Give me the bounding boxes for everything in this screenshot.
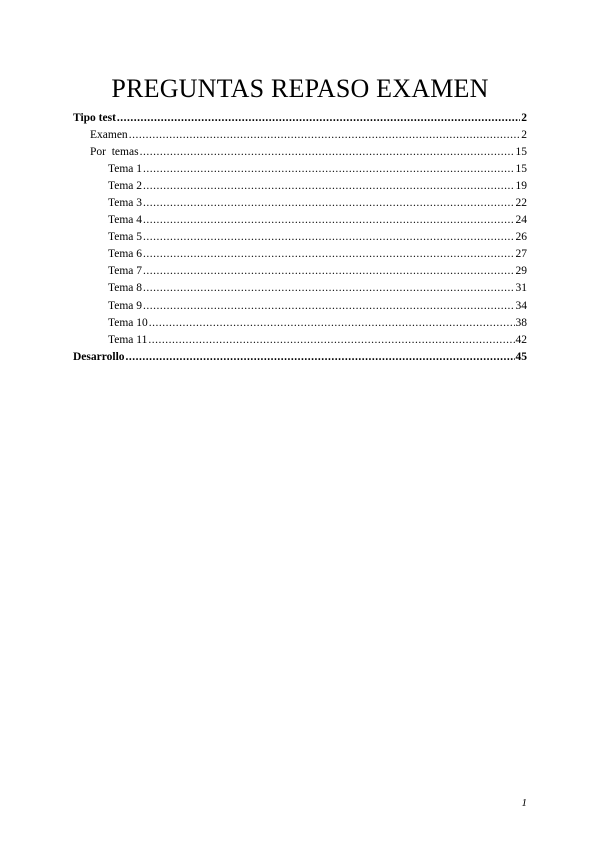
toc-entry-label: Desarrollo <box>73 350 125 363</box>
toc-entry-page: 15 <box>515 163 527 176</box>
toc-leader-dots <box>129 127 521 144</box>
toc-leader-dots <box>143 161 514 178</box>
toc-entry-label: Por temas <box>90 146 139 159</box>
toc-entry-examen[interactable] <box>73 127 527 144</box>
toc-entry-page: 45 <box>515 350 527 363</box>
toc-entry-tema-9[interactable] <box>73 298 527 315</box>
toc-entry-label: Tipo test <box>73 112 116 124</box>
toc-entry-label: Tema 2 <box>108 180 143 193</box>
toc-entry-page: 34 <box>515 299 527 312</box>
toc-entry-tema-10[interactable] <box>73 315 527 332</box>
toc-entry-page: 26 <box>515 231 527 244</box>
toc-entry-label: Tema 6 <box>108 248 143 261</box>
toc-entry-label: Tema 9 <box>108 299 143 312</box>
toc-entry-label: Tema 8 <box>108 282 143 295</box>
toc-leader-dots <box>143 280 514 297</box>
toc-entry-page: 29 <box>515 265 527 278</box>
toc-entry-page: 38 <box>515 316 527 329</box>
toc-leader-dots <box>143 229 514 246</box>
toc-entry-label: Tema 1 <box>108 163 143 176</box>
toc-leader-dots <box>143 298 514 315</box>
toc-entry-page: 19 <box>515 180 527 193</box>
toc-entry-label: Examen <box>90 129 128 142</box>
toc-entry-tema-11[interactable] <box>73 332 527 349</box>
toc-entry-tipo-test[interactable] <box>73 110 527 127</box>
toc-leader-dots <box>140 144 515 161</box>
toc-leader-dots <box>148 332 514 349</box>
toc-entry-page: 31 <box>515 282 527 295</box>
document-title: PREGUNTAS REPASO EXAMEN <box>111 74 489 103</box>
toc-entry-por-temas[interactable] <box>73 144 527 161</box>
toc-entry-tema-1[interactable] <box>73 161 527 178</box>
toc-entry-page: 2 <box>521 129 527 142</box>
toc-leader-dots <box>143 263 514 280</box>
toc-entry-label: Tema 5 <box>108 231 143 244</box>
toc-entry-tema-8[interactable] <box>73 280 527 297</box>
toc-entry-page: 2 <box>521 112 527 124</box>
toc-leader-dots <box>143 195 514 212</box>
toc-leader-dots <box>143 212 514 229</box>
toc-leader-dots <box>117 110 520 127</box>
toc-entry-tema-6[interactable] <box>73 246 527 263</box>
table-of-contents <box>73 110 527 366</box>
toc-entry-tema-5[interactable] <box>73 229 527 246</box>
toc-leader-dots <box>143 246 514 263</box>
toc-leader-dots <box>149 315 515 332</box>
toc-entry-label: Tema 4 <box>108 214 143 227</box>
toc-leader-dots <box>126 349 515 366</box>
toc-leader-dots <box>143 178 514 195</box>
toc-entry-page: 15 <box>515 146 527 159</box>
toc-entry-page: 22 <box>515 197 527 210</box>
toc-entry-page: 24 <box>515 214 527 227</box>
toc-entry-label: Tema 11 <box>108 333 148 346</box>
toc-entry-tema-3[interactable] <box>73 195 527 212</box>
toc-entry-tema-4[interactable] <box>73 212 527 229</box>
toc-entry-label: Tema 3 <box>108 197 143 210</box>
toc-entry-tema-7[interactable] <box>73 263 527 280</box>
toc-entry-tema-2[interactable] <box>73 178 527 195</box>
toc-entry-desarrollo[interactable] <box>73 349 527 366</box>
toc-entry-label: Tema 10 <box>108 316 148 329</box>
toc-entry-label: Tema 7 <box>108 265 143 278</box>
page-number: 1 <box>521 797 527 809</box>
toc-entry-page: 42 <box>515 333 527 346</box>
toc-entry-page: 27 <box>515 248 527 261</box>
